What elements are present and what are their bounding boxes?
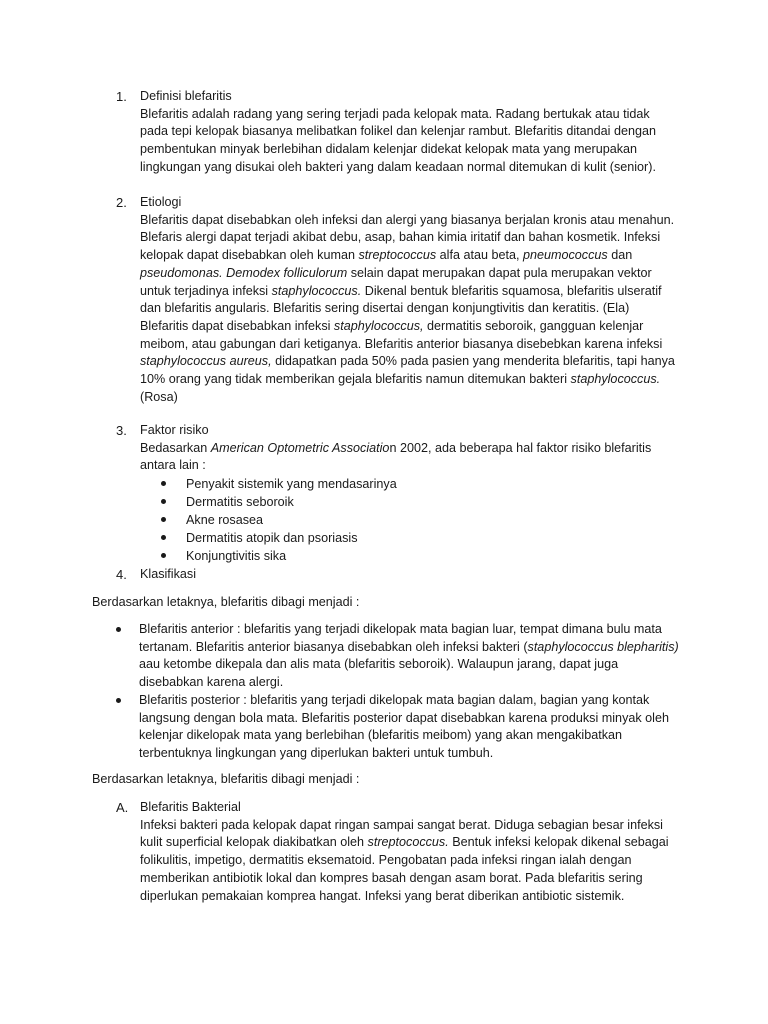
list-number: 3. (116, 423, 127, 438)
paragraph: Blefaritis dapat disebabkan oleh infeksi dan alergi yang biasanya berjalan kronis atau menahun. Blefaris alergi dapat terjadi akibat debu, asap, bahan kimia iritatif dan bahan kosmetik. Infeksi kelopak dapat disebabkan oleh kuman streptococcus alfa atau beta, pneumococcus dan pseudomonas. Demodex folliculorum selain dapat merupakan dapat pula merupakan vektor untuk terjadinya infeksi staphylococcus. Dikenal bentuk blefaritis squamosa, blefaritis ulseratif dan blefaritis angularis. Blefaritis sering disertai dengan konjungtivitis dan keratitis. (Ela) (140, 212, 675, 316)
list-item: Blefaritis anterior : blefaritis yang terjadi dikelopak mata bagian luar, tempat dimana bulu mata tertanam. Blefaritis anterior biasanya disebabkan oleh infeksi bakteri (staphylococcus blepharitis) aau ketombe dikepala dan alis mata (blefaritis seboroik). Walaupun jarang, dapat juga disebabkan karena alergi. (92, 621, 679, 692)
bullet-icon (161, 499, 166, 504)
classification-intro: Berdasarkan letaknya, blefaritis dibagi menjadi : (92, 772, 360, 786)
section-heading: Definisi blefaritis (140, 89, 232, 103)
list-number: 2. (116, 195, 127, 210)
classification-list (92, 621, 692, 763)
list-number: 1. (116, 89, 127, 104)
paragraph: Blefaritis adalah radang yang sering terjadi pada kelopak mata. Radang bertukak atau tidak pada tepi kelopak biasanya melibatkan folikel dan kelenjar rambut. Blefaritis ditandai dengan pembentukan minyak berlebihan didalam kelenjar didekat kelopak mata yang merupakan lingkungan yang disukai oleh bakteri yang dalam keadaan normal ditemukan di kulit (senior). (140, 106, 656, 174)
paragraph: Blefaritis dapat disebabkan infeksi staphylococcus, dermatitis seboroik, gangguan kelenjar meibom, atau gabungan dari ketiganya. Blefaritis anterior biasanya disebebkan karena infeksi staphylococcus aureus, didapatkan pada 50% pada pasien yang menderita blefaritis, tapi hanya 10% orang yang tidak memberikan gejala blefaritis namun ditemukan bakteri staphylococcus. (Rosa) (140, 318, 675, 404)
list-item: Akne rosasea (140, 511, 397, 529)
section-body (140, 799, 680, 905)
paragraph: Bedasarkan American Optometric Association 2002, ada beberapa hal faktor risiko blefaritis antara lain : (140, 440, 652, 473)
list-item: Dermatitis seboroik (140, 493, 397, 511)
section-body (140, 194, 680, 406)
bullet-icon (116, 627, 121, 632)
section-body (140, 422, 680, 475)
paragraph: Infeksi bakteri pada kelopak dapat ringan sampai sangat berat. Diduga sebagian besar infeksi kulit superficial kelopak diakibatkan oleh streptococcus. Bentuk infeksi kelopak dikenal sebagai folikulitis, impetigo, dermatitis eksematoid. Pengobatan pada infeksi ringan ialah dengan memberikan antibiotik lokal dan kompres basah dengan asam borat. Pada blefaritis sering diperlukan pemakaian komprea hangat. Infeksi yang berat diberikan antibiotic sistemik. (140, 817, 669, 903)
section-heading: Faktor risiko (140, 423, 209, 437)
classification-intro: Berdasarkan letaknya, blefaritis dibagi menjadi : (92, 595, 360, 609)
list-item: Dermatitis atopik dan psoriasis (140, 529, 397, 547)
list-number: 4. (116, 567, 127, 582)
bullet-icon (161, 481, 166, 486)
section-heading: Blefaritis Bakterial (140, 800, 241, 814)
bullet-icon (116, 698, 121, 703)
bullet-icon (161, 517, 166, 522)
bullet-icon (161, 553, 166, 558)
section-heading: Klasifikasi (140, 567, 196, 581)
list-item: Blefaritis posterior : blefaritis yang terjadi dikelopak mata bagian dalam, bagian yang kontak langsung dengan bola mata. Blefaritis posterior dapat disebabkan karena produksi minyak oleh kelenjar dikelopak mata yang berlebihan (blefaritis meibom) yang akan mengakibatkan terbentuknya lingkungan yang diperlukan bakteri untuk tumbuh. (92, 692, 679, 763)
section-body (140, 88, 680, 177)
list-item: Penyakit sistemik yang mendasarinya (140, 475, 397, 493)
section-heading: Etiologi (140, 195, 182, 209)
list-letter: A. (116, 800, 129, 815)
list-item: Konjungtivitis sika (140, 547, 397, 565)
section-body (140, 566, 680, 584)
risk-factor-list (140, 475, 397, 565)
bullet-icon (161, 535, 166, 540)
